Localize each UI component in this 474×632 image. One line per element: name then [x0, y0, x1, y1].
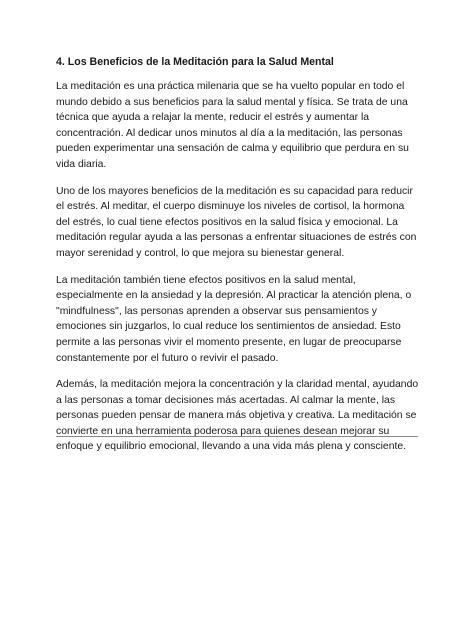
section-heading: 4. Los Beneficios de la Meditación para la Salud Mental — [56, 56, 334, 68]
paragraph-concentration: Además, la meditación mejora la concentración y la claridad mental, ayudando a las personas a tomar decisiones más acertadas. Al calmar la mente, las personas pueden pensar de manera más objetiva y creativa. La meditación se convierte en una herramienta poderosa para quienes desean mejorar su enfoque y equilibrio emocional, llevando a una vida más plena y consciente. — [56, 379, 419, 453]
document-body — [56, 55, 420, 466]
paragraph-mental-health: La meditación también tiene efectos positivos en la salud mental, especialmente en la ansiedad y la depresión. Al practicar la atención plena, o "mindfulness", las personas aprenden a observar sus pensamientos y emociones sin juzgarlos, lo cual reduce los sentimientos de ansiedad. Esto permite a las personas vivir el momento presente, en lugar de preocuparse constantemente por el futuro o revivir el pasado. — [56, 274, 412, 364]
horizontal-divider — [56, 436, 418, 437]
paragraph-intro: La meditación es una práctica milenaria que se ha vuelto popular en todo el mundo debido a sus beneficios para la salud mental y física. Se trata de una técnica que ayuda a relajar la mente, reducir el estrés y aumentar la concentración. Al dedicar unos minutos al día a la meditación, las personas pueden experimentar una sensación de calma y equilibrio que perdura en su vida diaria. — [56, 81, 409, 170]
paragraph-stress: Uno de los mayores beneficios de la meditación es su capacidad para reducir el estrés. Al meditar, el cuerpo disminuye los niveles de cortisol, la hormona del estrés, lo cual tiene efectos positivos en la salud física y emocional. La meditación regular ayuda a las personas a enfrentar situaciones de estrés con mayor serenidad y control, lo que mejora su bienestar general. — [56, 185, 417, 259]
